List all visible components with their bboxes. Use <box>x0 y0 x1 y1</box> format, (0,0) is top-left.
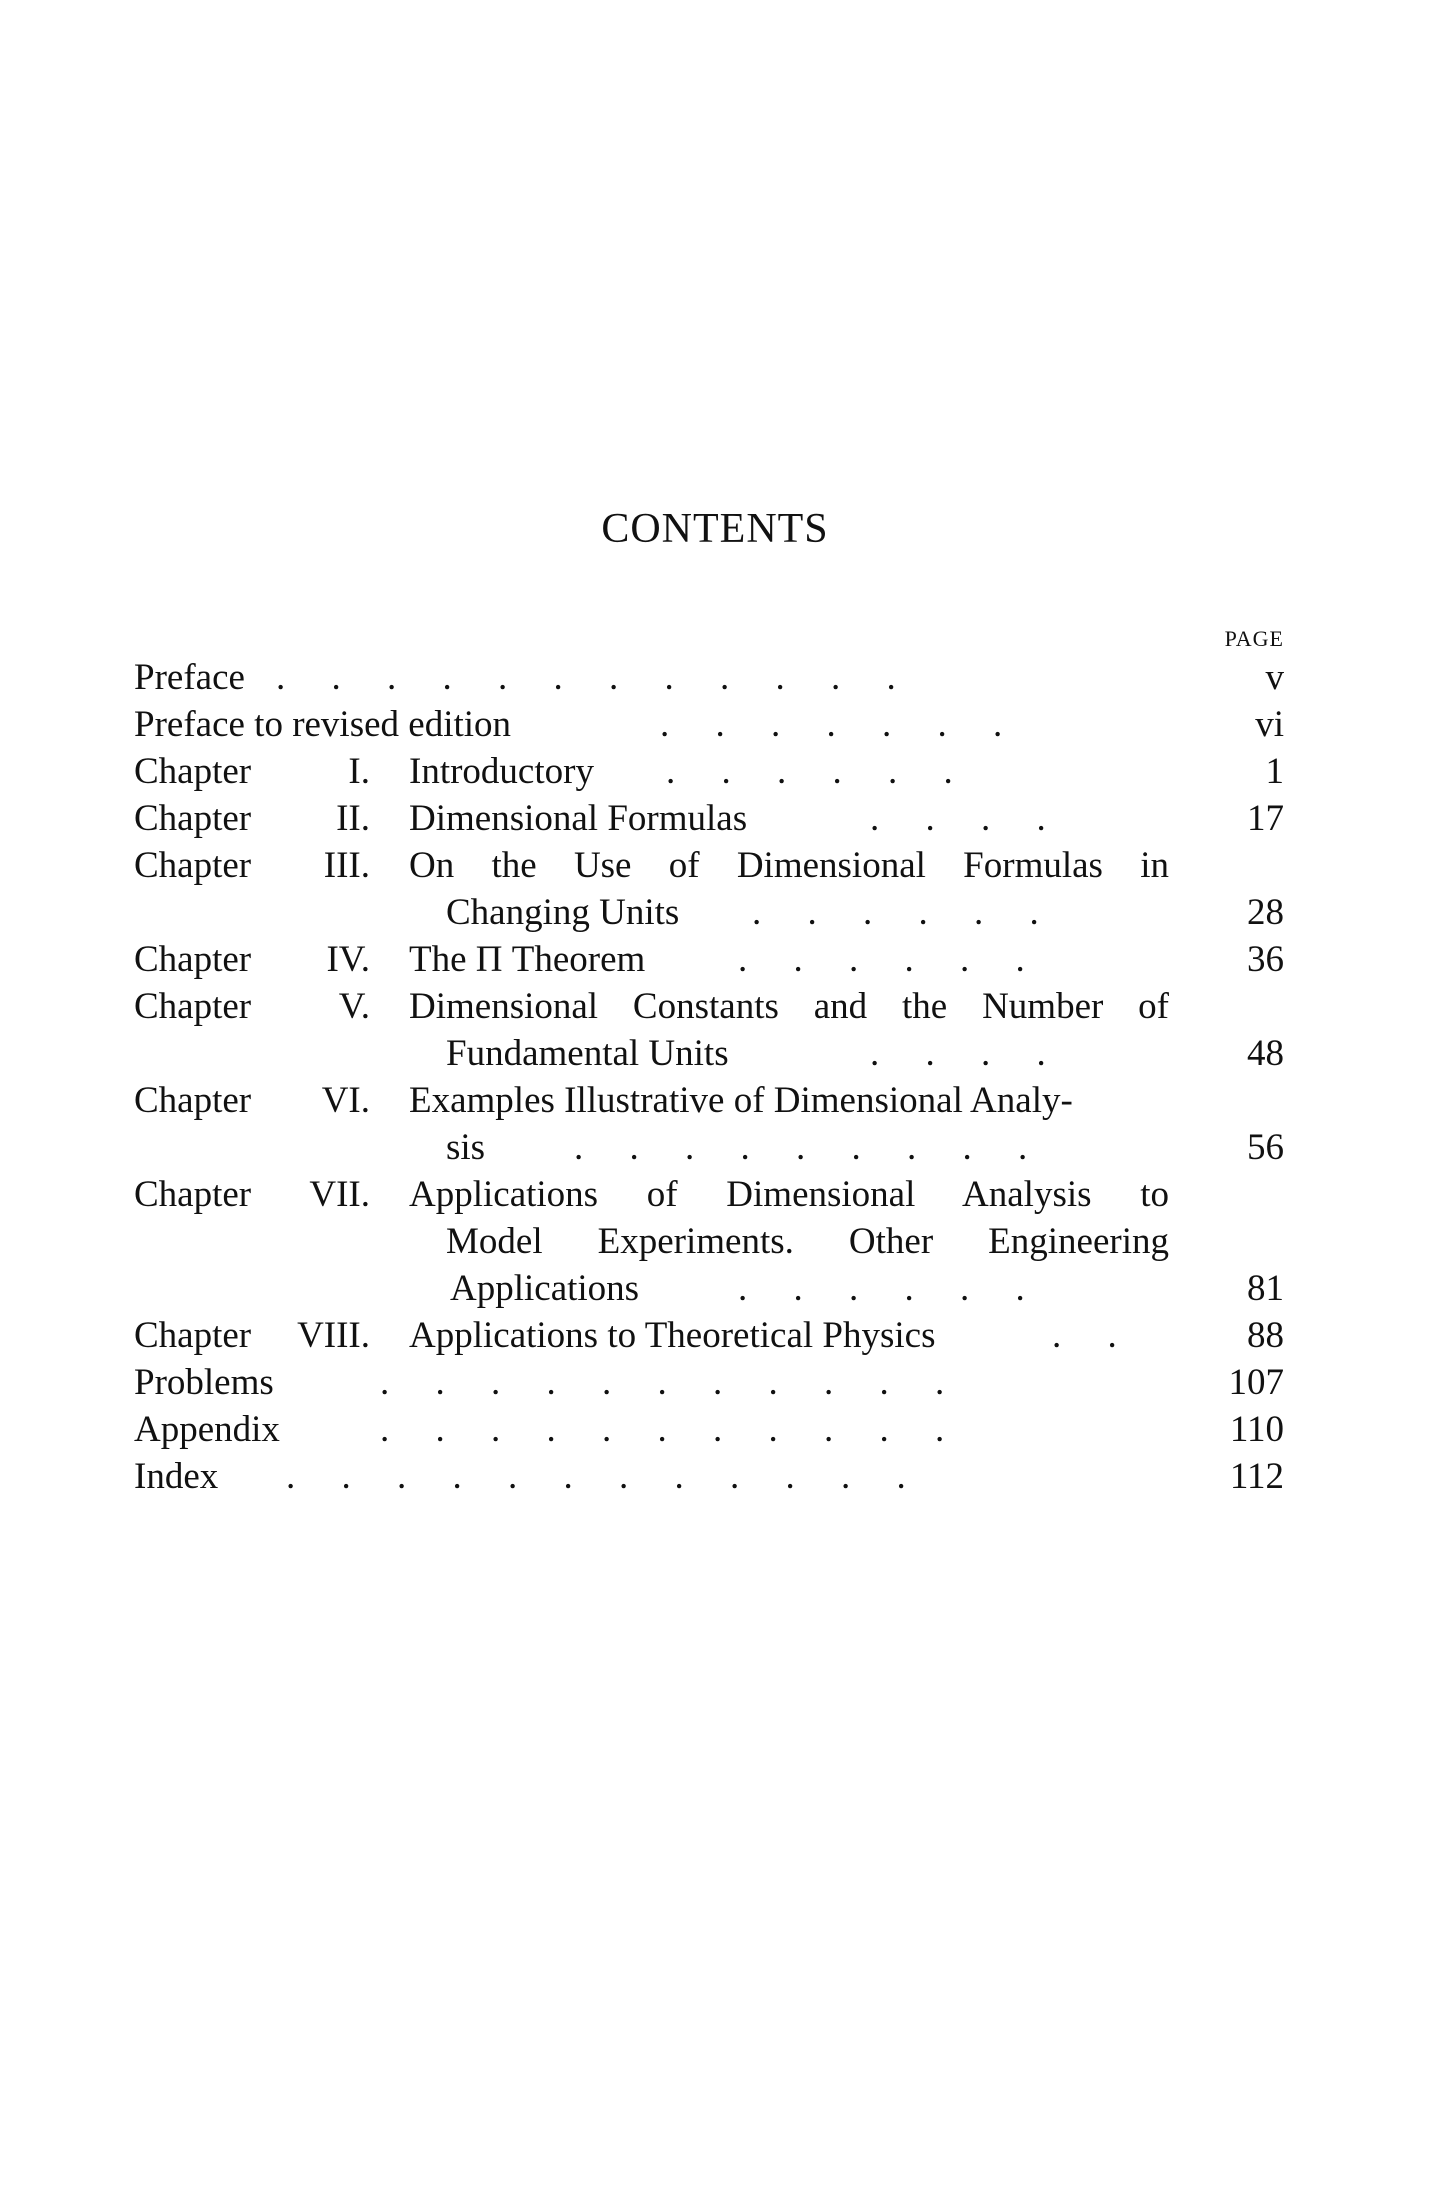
toc-entry-title: Applications of Dimensional Analysis to <box>409 1174 1169 1215</box>
toc-page-number: 28 <box>1247 892 1284 933</box>
toc-entry-label: Chapter <box>134 939 252 980</box>
toc-entry-label: Chapter <box>134 798 252 839</box>
toc-page-number: 17 <box>1247 798 1284 839</box>
page-title: CONTENTS <box>601 506 829 552</box>
page-column-header: PAGE <box>1224 626 1284 651</box>
leader-dots: . . . . . . . <box>660 704 1003 745</box>
toc-entry-title: Dimensional Constants and the Number of <box>409 986 1169 1027</box>
toc-page-number: 88 <box>1247 1315 1284 1356</box>
toc-page-number: 81 <box>1247 1268 1284 1309</box>
chapter-number: III. <box>323 845 370 886</box>
toc-page-number: 112 <box>1229 1456 1284 1497</box>
toc-entry-title-continued: Applications <box>450 1268 640 1309</box>
leader-dots: . . . . <box>870 798 1046 839</box>
leader-dots: . . . . . . . . . . . . <box>276 657 896 698</box>
toc-entry-title: On the Use of Dimensional Formulas in <box>409 845 1169 886</box>
toc-entry-appendix: Appendix <box>134 1409 280 1450</box>
toc-entry-title: Applications to Theoretical Physics <box>409 1315 936 1356</box>
chapter-number: VII. <box>309 1174 370 1215</box>
toc-entry-title-continued: Changing Units <box>446 892 680 933</box>
toc-page-number: vi <box>1255 704 1284 745</box>
toc-entry-label: Chapter <box>134 986 252 1027</box>
chapter-number: I. <box>348 751 370 792</box>
toc-entry-title: The Π Theorem <box>409 939 646 980</box>
toc-page-number: 36 <box>1247 939 1284 980</box>
chapter-number: VI. <box>321 1080 370 1121</box>
leader-dots: . . . . . . <box>738 1268 1025 1309</box>
toc-entry-preface-revised: Preface to revised edition <box>134 704 512 745</box>
leader-dots: . . . . . . <box>738 939 1025 980</box>
chapter-number: V. <box>338 986 370 1027</box>
leader-dots: . . . . . . <box>752 892 1039 933</box>
leader-dots: . . . . . . . . . . . <box>380 1362 945 1403</box>
toc-entry-title-continued: Model Experiments. Other Engineering <box>446 1221 1169 1262</box>
toc-entry-label: Chapter <box>134 1174 252 1215</box>
toc-page-number: 1 <box>1265 751 1284 792</box>
toc-page-number: 56 <box>1247 1127 1284 1168</box>
chapter-number: IV. <box>326 939 370 980</box>
toc-entry-preface: Preface <box>134 657 245 698</box>
toc-entry-label: Chapter <box>134 1315 252 1356</box>
toc-entry-title: Dimensional Formulas <box>409 798 748 839</box>
toc-page-number: 48 <box>1247 1033 1284 1074</box>
toc-entry-title-continued: sis <box>446 1127 486 1168</box>
toc-page-number: 107 <box>1228 1362 1284 1403</box>
toc-entry-index: Index <box>134 1456 219 1497</box>
toc-entry-label: Chapter <box>134 751 252 792</box>
chapter-number: II. <box>336 798 370 839</box>
toc-entry-title: Introductory <box>409 751 594 792</box>
toc-entry-problems: Problems <box>134 1362 274 1403</box>
toc-page-number: v <box>1265 657 1284 698</box>
chapter-number: VIII. <box>297 1315 370 1356</box>
leader-dots: . . <box>1052 1315 1117 1356</box>
toc-page-number: 110 <box>1229 1409 1284 1450</box>
leader-dots: . . . . . . . . . . . <box>380 1409 945 1450</box>
toc-entry-title: Examples Illustrative of Dimensional Analy- <box>409 1080 1073 1121</box>
toc-entry-title-continued: Fundamental Units <box>446 1033 729 1074</box>
leader-dots: . . . . . . <box>666 751 953 792</box>
leader-dots: . . . . . . . . . . . . <box>286 1456 906 1497</box>
leader-dots: . . . . <box>870 1033 1046 1074</box>
toc-entry-label: Chapter <box>134 1080 252 1121</box>
toc-entry-label: Chapter <box>134 845 252 886</box>
leader-dots: . . . . . . . . . <box>574 1127 1028 1168</box>
